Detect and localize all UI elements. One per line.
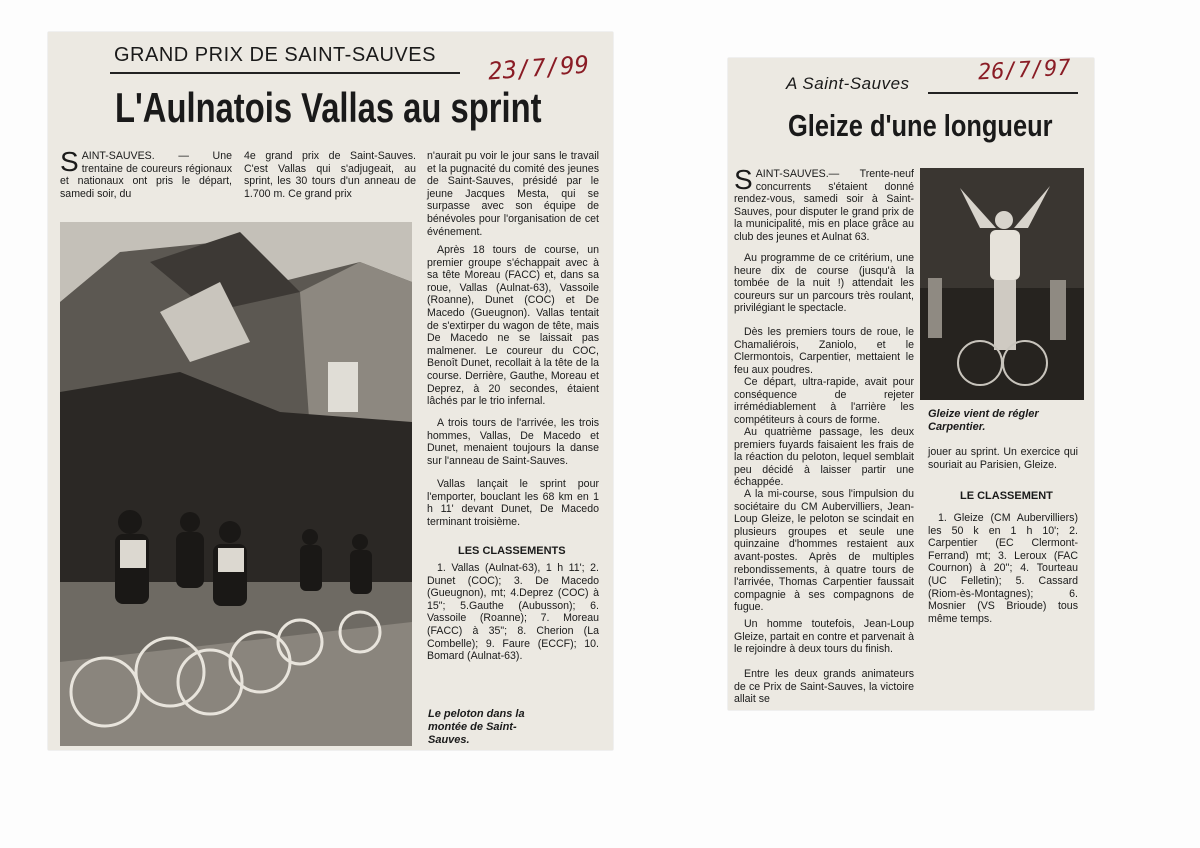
headline: L'Aulnatois Vallas au sprint [115, 84, 542, 131]
article-col1-p8: Entre les deux grands animateurs de ce Prix de Saint-Sauves, la victoire allait se [734, 668, 914, 706]
drop-cap: S [734, 164, 753, 195]
supra-title: GRAND PRIX DE SAINT-SAUVES [114, 44, 436, 66]
drop-cap: S [60, 146, 79, 177]
article-col3-p1: n'aurait pu voir le jour sans le travail et la pugnacité du comité des jeunes de Saint-Sauves, présidé par le jeune Jacques Mesta, qui se surpasse avec son équipe de bénévoles pour l'organisation de cet événement. [427, 150, 599, 238]
handwritten-date: 26/7/97 [977, 55, 1072, 86]
supra-rule [928, 92, 1078, 94]
classement-heading: LE CLASSEMENT [960, 490, 1053, 502]
article-col1-p4: Ce départ, ultra-rapide, avait pour conséquence de rejeter irrémédiablement à l'arrière les compétiteurs à cours de forme. [734, 376, 914, 426]
classement-list: 1. Gleize (CM Aubervilliers) les 50 k en 1 h 10'; 2. Carpentier (EC Clermont-Ferrand) mt; 3. Leroux (FAC Cournon) à 20''; 4. Tourteau (UC Felletin); 5. Cassard (Riom-ès-Montagnes); 6. Mosnier (VS Brioude) tous même temps. [928, 512, 1078, 625]
photo-illustration [60, 222, 412, 746]
article-col1-p2: Au programme de ce critérium, une heure dix de course (jusqu'à la tombée de la nuit !) attendait les coureurs sur un parcours très roulant, privilégiant le spectacle. [734, 252, 914, 315]
article-col1-p7: Un homme toutefois, Jean-Loup Gleize, partait en contre et parvenait à le rejoindre à deux tours du finish. [734, 618, 914, 656]
article-col3-p2: Après 18 tours de course, un premier groupe s'échappait avec à sa tête Moreau (FACC) et, dans sa roue, Vallas (Aulnat-63), Vassoile (Roanne), Dunet (COC) et De Macedo (Gueugnon). Vallas tentait de s'extirper du wagon de tête, mais De Macedo ne se laissait pas malmener. Le coureur du COC, Benoît Dunet, recollait à la tête de la course. Derrière, Gauthe, Moreau et Deprez, à 20 secondes, étaient lâchés par le trio infernal. [427, 244, 599, 408]
supra-title: A Saint-Sauves [786, 74, 910, 93]
article-col3-p4: Vallas lançait le sprint pour l'emporter, bouclant les 68 km en 1 h 11' devant Dunet, De Macedo terminant troisième. [427, 478, 599, 528]
classements-heading: LES CLASSEMENTS [458, 545, 566, 557]
clipping-gleize [728, 55, 1094, 710]
article-col1-p1 [734, 164, 914, 244]
photo-caption: Le peloton dans la montée de Saint-Sauves. [428, 708, 525, 746]
photo-illustration [920, 168, 1084, 400]
article-col1-p6: A la mi-course, sous l'impulsion du sociétaire du CM Aubervilliers, Jean-Loup Gleize, le peloton se scindait en plusieurs groupes et seule une quinzaine d'hommes restaient aux avant-postes. Après de multiples rebondissements, à quatre tours de l'arrivée, Thomas Carpentier faussait compagnie à ses compagnons de fugue. [734, 488, 914, 614]
article-col3-p3: A trois tours de l'arrivée, les trois hommes, Vallas, De Macedo et Dunet, menaient toujours la danse sur l'anneau de Saint-Sauves. [427, 417, 599, 467]
winner-photo [920, 168, 1084, 400]
article-col1-p3: Dès les premiers tours de roue, le Chamaliérois, Zaniolo, et le Clermontois, Carpentier, mettaient le feu aux poudres. [734, 326, 914, 376]
article-col1 [60, 146, 232, 200]
photo-caption: Gleize vient de régler Carpentier. [928, 408, 1039, 433]
article-col2: 4e grand prix de Saint-Sauves. C'est Vallas qui s'adjugeait, au sprint, les 30 tours d'un anneau de 1.700 m. Ce grand prix [244, 150, 416, 200]
article-text: AINT-SAUVES.— Trente-neuf concurrents s'étaient donné rendez-vous, samedi soir à Saint-Sauves, pour disputer le grand prix de la municipalité, mis en place grâce au club des jeunes et Aulnat 63. [734, 168, 914, 243]
article-text: AINT-SAUVES. — Une trentaine de coureurs régionaux et nationaux ont pris le départ, samedi soir, du [60, 150, 232, 200]
headline: Gleize d'une longueur [788, 108, 1053, 143]
peloton-photo [60, 222, 412, 746]
handwritten-date: 23/7/99 [487, 50, 591, 86]
clipping-vallas [48, 32, 613, 750]
article-col2-p1: jouer au sprint. Un exercice qui souriait au Parisien, Gleize. [928, 446, 1078, 471]
supra-rule [110, 72, 460, 74]
article-col1-p5: Au quatrième passage, les deux premiers fuyards faisaient les frais de la réaction du peloton, lequel semblait peu décidé à laisser partir une échappée. [734, 426, 914, 489]
classements-list: 1. Vallas (Aulnat-63), 1 h 11'; 2. Dunet (COC); 3. De Macedo (Gueugnon), mt; 4.Deprez (COC) à 15"; 5.Gauthe (Aubusson); 6. Vassoile (Roanne); 7. Moreau (FACC) à 35"; 8. Cherion (La Combelle); 9. Faure (ECCF); 10. Bomard (Aulnat-63). [427, 562, 599, 663]
